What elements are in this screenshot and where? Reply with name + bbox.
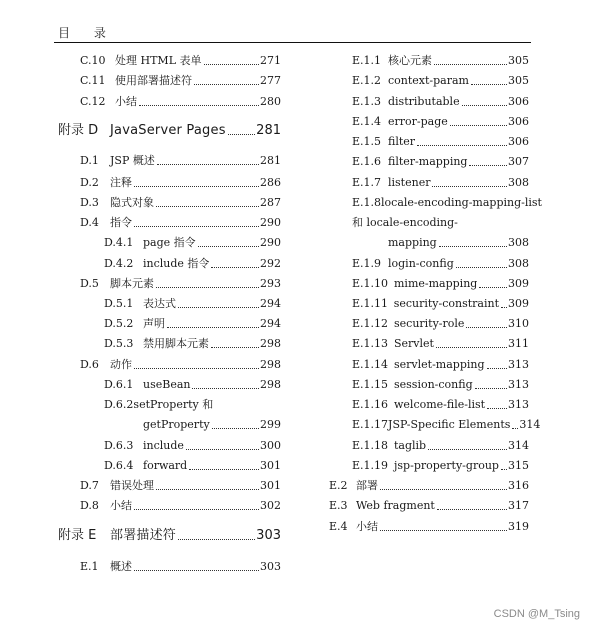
toc-entry bbox=[104, 459, 281, 473]
toc-entry-title: 注释 bbox=[110, 176, 132, 189]
toc-leader-dots bbox=[198, 245, 259, 247]
toc-entry bbox=[80, 154, 281, 168]
toc-entry-page-number: 301 bbox=[260, 479, 281, 492]
toc-entry bbox=[352, 95, 529, 109]
toc-entry-number: E.1.16 bbox=[352, 398, 389, 411]
toc-entry-number: E.1.6 bbox=[352, 155, 382, 168]
toc-entry-number: D.6.1 bbox=[104, 378, 134, 391]
toc-entry-title: 小结 bbox=[110, 499, 132, 512]
toc-leader-dots bbox=[456, 266, 507, 268]
toc-entry-page-number: 310 bbox=[508, 317, 529, 330]
toc-entry-title: 小结 bbox=[115, 95, 137, 108]
toc-entry-number: E.1.18 bbox=[352, 439, 389, 452]
toc-entry-page-number: 308 bbox=[508, 236, 529, 249]
toc-entry-page-number: 317 bbox=[508, 499, 529, 512]
toc-entry-page-number: 314 bbox=[519, 418, 541, 431]
toc-entry bbox=[352, 196, 542, 210]
toc-entry-number: C.12 bbox=[80, 95, 106, 108]
toc-entry-number: E.1 bbox=[80, 560, 99, 573]
toc-entry-title: Web fragment bbox=[356, 499, 435, 512]
toc-entry-title: forward bbox=[143, 459, 188, 472]
toc-entry-page-number: 294 bbox=[260, 317, 281, 330]
toc-entry-number: E.1.3 bbox=[352, 95, 382, 108]
toc-leader-dots bbox=[437, 508, 507, 510]
toc-entry bbox=[104, 236, 281, 250]
toc-entry-title: login-config bbox=[388, 257, 454, 270]
toc-entry-number: E.2 bbox=[329, 479, 348, 492]
toc-entry-page-number: 309 bbox=[508, 277, 529, 290]
toc-entry-title: 错误处理 bbox=[110, 479, 154, 492]
toc-entry-page-number: 281 bbox=[260, 154, 281, 167]
toc-entry bbox=[104, 439, 281, 453]
toc-leader-dots bbox=[475, 387, 507, 389]
toc-entry-title: context-param bbox=[388, 74, 469, 87]
toc-entry bbox=[352, 378, 529, 392]
toc-leader-dots bbox=[487, 407, 507, 409]
toc-entry-number: E.4 bbox=[329, 520, 348, 533]
toc-leader-dots bbox=[466, 326, 507, 328]
toc-entry-page-number: 305 bbox=[508, 54, 529, 67]
toc-entry bbox=[104, 297, 281, 311]
toc-entry bbox=[352, 54, 529, 68]
toc-entry bbox=[80, 74, 281, 88]
toc-leader-dots bbox=[189, 468, 259, 470]
toc-entry-page-number: 308 bbox=[508, 257, 529, 270]
toc-entry-title: getProperty bbox=[143, 418, 210, 431]
toc-entry-number: D.6.2 bbox=[104, 398, 134, 411]
toc-entry-number: D.4.1 bbox=[104, 236, 134, 249]
toc-entry-number: D.1 bbox=[80, 154, 99, 167]
toc-entry-title: 处理 HTML 表单 bbox=[115, 54, 202, 67]
toc-entry-number: D.6.3 bbox=[104, 439, 134, 452]
toc-entry-title: 小结 bbox=[356, 520, 378, 533]
toc-entry-number: E.1.5 bbox=[352, 135, 382, 148]
toc-entry-title: 脚本元素 bbox=[110, 277, 154, 290]
toc-leader-dots bbox=[450, 124, 507, 126]
toc-entry-page-number: 286 bbox=[260, 176, 281, 189]
toc-entry-number: 附录 D bbox=[58, 123, 99, 138]
toc-leader-dots bbox=[212, 427, 259, 429]
toc-entry-page-number: 298 bbox=[260, 358, 281, 371]
toc-entry-title: include 指令 bbox=[143, 257, 210, 270]
toc-entry-page-number: 313 bbox=[508, 358, 529, 371]
toc-appendix-entry bbox=[58, 124, 281, 138]
header-rule bbox=[54, 42, 531, 43]
toc-leader-dots bbox=[434, 63, 507, 65]
toc-entry-page-number: 303 bbox=[256, 528, 281, 543]
toc-entry-number: E.1.7 bbox=[352, 176, 382, 189]
toc-entry-number: E.1.1 bbox=[352, 54, 382, 67]
toc-leader-dots bbox=[501, 306, 507, 308]
toc-entry-number: D.4.2 bbox=[104, 257, 134, 270]
toc-entry-number: D.6.4 bbox=[104, 459, 134, 472]
toc-leader-dots bbox=[194, 83, 259, 85]
toc-entry-page-number: 280 bbox=[260, 95, 281, 108]
toc-entry-number: E.1.12 bbox=[352, 317, 389, 330]
toc-entry bbox=[352, 115, 529, 129]
toc-entry-number: E.1.11 bbox=[352, 297, 389, 310]
toc-entry-page-number: 281 bbox=[256, 123, 281, 138]
toc-entry-title: 核心元素 bbox=[388, 54, 432, 67]
toc-entry-page-number: 271 bbox=[260, 54, 281, 67]
toc-entry-number: D.8 bbox=[80, 499, 99, 512]
toc-entry-number: D.5.2 bbox=[104, 317, 134, 330]
toc-entry-number: E.3 bbox=[329, 499, 348, 512]
toc-entry-title: 使用部署描述符 bbox=[115, 74, 192, 87]
toc-entry-title: 禁用脚本元素 bbox=[143, 337, 209, 350]
toc-leader-dots bbox=[157, 163, 259, 165]
toc-entry-page-number: 303 bbox=[260, 560, 281, 573]
toc-entry-title: JavaServer Pages bbox=[110, 123, 226, 138]
toc-entry-page-number: 294 bbox=[260, 297, 281, 310]
toc-entry-title: JSP 概述 bbox=[110, 154, 155, 167]
toc-entry bbox=[104, 337, 281, 351]
toc-entry-page-number: 290 bbox=[260, 236, 281, 249]
toc-leader-dots bbox=[204, 63, 260, 65]
toc-entry-page-number: 287 bbox=[260, 196, 281, 209]
toc-entry-number: D.5.3 bbox=[104, 337, 134, 350]
toc-entry-title: error-page bbox=[388, 115, 448, 128]
toc-entry-number: E.1.17 bbox=[352, 418, 389, 431]
toc-entry-number: E.1.13 bbox=[352, 337, 389, 350]
toc-entry bbox=[352, 297, 529, 311]
toc-entry-page-number: 298 bbox=[260, 337, 281, 350]
toc-entry bbox=[80, 216, 281, 230]
toc-entry-page-number: 301 bbox=[260, 459, 281, 472]
toc-entry-title: 概述 bbox=[110, 560, 132, 573]
toc-entry bbox=[352, 337, 529, 351]
toc-entry-title: mapping bbox=[388, 236, 437, 249]
toc-entry-title: 指令 bbox=[110, 216, 132, 229]
toc-entry-title: session-config bbox=[394, 378, 473, 391]
toc-entry-title: listener bbox=[388, 176, 431, 189]
toc-entry-title: 和 locale-encoding- bbox=[352, 216, 458, 229]
toc-entry bbox=[80, 560, 281, 574]
toc-leader-dots bbox=[156, 286, 259, 288]
toc-entry-number: E.1.2 bbox=[352, 74, 382, 87]
toc-entry-title: 声明 bbox=[143, 317, 165, 330]
toc-entry-title: setProperty 和 bbox=[133, 398, 214, 411]
toc-entry bbox=[104, 317, 281, 331]
toc-entry-page-number: 306 bbox=[508, 115, 529, 128]
toc-entry-page-number: 290 bbox=[260, 216, 281, 229]
toc-entry-page-number: 308 bbox=[508, 176, 529, 189]
toc-entry bbox=[329, 479, 529, 493]
toc-entry-page-number: 300 bbox=[260, 439, 281, 452]
toc-entry bbox=[352, 439, 529, 453]
toc-entry bbox=[80, 277, 281, 291]
toc-entry-number: E.1.8 bbox=[352, 196, 382, 209]
toc-appendix-entry bbox=[58, 529, 281, 543]
toc-entry-title: distributable bbox=[388, 95, 460, 108]
toc-entry-title: useBean bbox=[143, 378, 191, 391]
toc-entry bbox=[104, 378, 281, 392]
toc-entry bbox=[352, 257, 529, 271]
toc-entry-page-number: 302 bbox=[260, 499, 281, 512]
toc-entry bbox=[352, 155, 529, 169]
toc-leader-dots bbox=[134, 569, 259, 571]
toc-leader-dots bbox=[479, 286, 507, 288]
toc-entry-title: 表达式 bbox=[143, 297, 176, 310]
toc-entry-page-number: 311 bbox=[508, 337, 529, 350]
toc-entry-page-number: 305 bbox=[508, 74, 529, 87]
toc-entry bbox=[352, 418, 541, 432]
toc-entry-title: Servlet bbox=[394, 337, 434, 350]
toc-leader-dots bbox=[462, 104, 507, 106]
toc-entry-page-number: 313 bbox=[508, 378, 529, 391]
toc-entry bbox=[80, 499, 281, 513]
toc-entry bbox=[352, 398, 529, 412]
toc-entry-number: E.1.15 bbox=[352, 378, 389, 391]
toc-leader-dots bbox=[192, 387, 259, 389]
toc-entry-number: D.2 bbox=[80, 176, 99, 189]
toc-entry-page-number: 316 bbox=[508, 479, 529, 492]
toc-entry bbox=[80, 358, 281, 372]
toc-entry bbox=[352, 176, 529, 190]
toc-entry-page-number: 292 bbox=[260, 257, 281, 270]
toc-entry-page-number: 306 bbox=[508, 135, 529, 148]
toc-entry-number: E.1.19 bbox=[352, 459, 389, 472]
toc-entry-number: 附录 E bbox=[58, 528, 97, 543]
toc-leader-dots bbox=[512, 427, 518, 429]
toc-leader-dots bbox=[186, 448, 259, 450]
toc-entry-title: welcome-file-list bbox=[394, 398, 486, 411]
toc-leader-dots bbox=[211, 266, 259, 268]
toc-entry-title: locale-encoding-mapping-list bbox=[381, 196, 542, 209]
toc-entry-page-number: 309 bbox=[508, 297, 529, 310]
toc-leader-dots bbox=[134, 367, 259, 369]
toc-entry-title: 动作 bbox=[110, 358, 132, 371]
toc-leader-dots bbox=[417, 144, 507, 146]
watermark-text: CSDN @M_Tsing bbox=[493, 608, 580, 620]
toc-entry bbox=[329, 520, 529, 534]
page-header-title: 目 录 bbox=[58, 26, 116, 40]
toc-entry bbox=[329, 499, 529, 513]
toc-entry-page-number: 307 bbox=[508, 155, 529, 168]
toc-entry-page-number: 298 bbox=[260, 378, 281, 391]
toc-entry-number: C.11 bbox=[80, 74, 106, 87]
toc-leader-dots bbox=[228, 133, 256, 135]
toc-entry-title: page 指令 bbox=[143, 236, 196, 249]
toc-leader-dots bbox=[439, 245, 507, 247]
toc-entry-number: E.1.14 bbox=[352, 358, 389, 371]
toc-entry-title: mime-mapping bbox=[394, 277, 478, 290]
toc-entry bbox=[352, 135, 529, 149]
toc-leader-dots bbox=[134, 185, 259, 187]
toc-entry-page-number: 306 bbox=[508, 95, 529, 108]
toc-entry bbox=[80, 479, 281, 493]
toc-entry-title: filter-mapping bbox=[388, 155, 468, 168]
toc-entry-page-number: 293 bbox=[260, 277, 281, 290]
toc-entry bbox=[352, 236, 529, 250]
toc-entry bbox=[80, 196, 281, 210]
toc-entry-title: include bbox=[143, 439, 184, 452]
toc-leader-dots bbox=[469, 164, 507, 166]
toc-entry-page-number: 319 bbox=[508, 520, 529, 533]
toc-entry bbox=[352, 358, 529, 372]
toc-entry-title: jsp-property-group bbox=[394, 459, 499, 472]
toc-leader-dots bbox=[380, 529, 507, 531]
toc-leader-dots bbox=[156, 488, 259, 490]
toc-entry bbox=[80, 95, 281, 109]
toc-entry-number: D.5.1 bbox=[104, 297, 134, 310]
toc-entry-page-number: 315 bbox=[508, 459, 529, 472]
toc-entry bbox=[352, 459, 529, 473]
toc-entry bbox=[80, 176, 281, 190]
toc-leader-dots bbox=[178, 538, 255, 540]
toc-entry bbox=[352, 216, 458, 230]
toc-entry bbox=[104, 398, 213, 412]
toc-entry-title: 部署 bbox=[356, 479, 378, 492]
toc-entry bbox=[104, 418, 281, 432]
toc-entry-page-number: 277 bbox=[260, 74, 281, 87]
toc-leader-dots bbox=[501, 468, 507, 470]
toc-entry bbox=[352, 277, 529, 291]
toc-entry-number: D.4 bbox=[80, 216, 99, 229]
toc-leader-dots bbox=[428, 448, 507, 450]
toc-leader-dots bbox=[139, 104, 259, 106]
toc-entry bbox=[352, 74, 529, 88]
toc-entry-title: security-role bbox=[394, 317, 465, 330]
toc-leader-dots bbox=[380, 488, 507, 490]
toc-leader-dots bbox=[487, 367, 507, 369]
toc-leader-dots bbox=[471, 83, 507, 85]
toc-leader-dots bbox=[436, 346, 507, 348]
toc-entry-title: security-constraint bbox=[393, 297, 499, 310]
toc-entry-page-number: 314 bbox=[508, 439, 529, 452]
toc-entry bbox=[80, 54, 281, 68]
toc-entry-number: D.3 bbox=[80, 196, 99, 209]
toc-entry-page-number: 299 bbox=[260, 418, 281, 431]
toc-entry-title: 隐式对象 bbox=[110, 196, 154, 209]
toc-entry-number: E.1.4 bbox=[352, 115, 382, 128]
toc-entry-number: C.10 bbox=[80, 54, 106, 67]
toc-leader-dots bbox=[134, 225, 259, 227]
toc-entry-number: D.7 bbox=[80, 479, 99, 492]
toc-leader-dots bbox=[178, 306, 259, 308]
toc-entry-title: servlet-mapping bbox=[394, 358, 485, 371]
toc-leader-dots bbox=[156, 205, 259, 207]
toc-leader-dots bbox=[167, 326, 259, 328]
toc-leader-dots bbox=[134, 508, 259, 510]
toc-leader-dots bbox=[211, 346, 259, 348]
toc-entry bbox=[352, 317, 529, 331]
toc-leader-dots bbox=[432, 185, 507, 187]
toc-entry-number: D.6 bbox=[80, 358, 99, 371]
toc-entry-title: taglib bbox=[394, 439, 427, 452]
toc-entry bbox=[104, 257, 281, 271]
toc-entry-title: filter bbox=[388, 135, 416, 148]
toc-entry-title: 部署描述符 bbox=[110, 528, 177, 543]
toc-entry-page-number: 313 bbox=[508, 398, 529, 411]
toc-entry-number: D.5 bbox=[80, 277, 99, 290]
toc-entry-title: JSP-Specific Elements bbox=[388, 418, 511, 431]
toc-entry-number: E.1.10 bbox=[352, 277, 389, 290]
toc-entry-number: E.1.9 bbox=[352, 257, 382, 270]
